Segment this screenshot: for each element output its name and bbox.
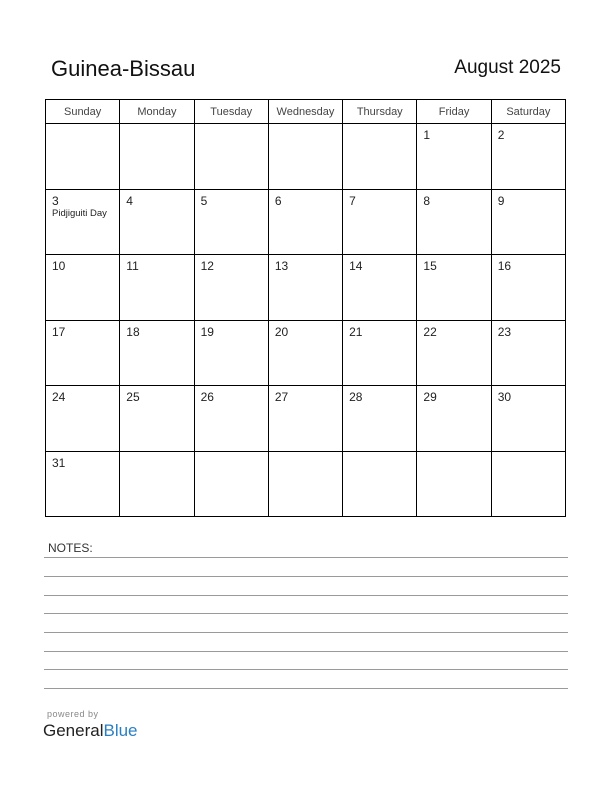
weekday-monday: Monday bbox=[120, 100, 194, 124]
day-cell-28 bbox=[343, 386, 417, 452]
day-cell-13 bbox=[268, 255, 342, 321]
empty-day-cell bbox=[491, 451, 565, 517]
empty-day-cell bbox=[120, 451, 194, 517]
month-title: August 2025 bbox=[454, 57, 561, 78]
day-cell-21 bbox=[343, 320, 417, 386]
notes-line bbox=[44, 595, 568, 596]
day-cell-29 bbox=[417, 386, 491, 452]
generalblue-logo[interactable] bbox=[43, 721, 138, 741]
day-cell-2 bbox=[491, 124, 565, 190]
day-number: 27 bbox=[274, 390, 289, 404]
weekday-thursday: Thursday bbox=[343, 100, 417, 124]
day-number: 31 bbox=[52, 455, 66, 470]
day-cell-31 bbox=[46, 451, 120, 517]
weekday-tuesday: Tuesday bbox=[194, 100, 268, 124]
brand-blue: Blue bbox=[103, 721, 138, 740]
day-cell-25 bbox=[120, 386, 194, 452]
empty-day-cell bbox=[194, 451, 268, 517]
day-cell-7 bbox=[343, 189, 417, 255]
day-number: 17 bbox=[52, 324, 66, 339]
day-number: 10 bbox=[52, 259, 66, 273]
notes-line bbox=[44, 576, 568, 577]
day-cell-27 bbox=[268, 386, 342, 452]
calendar-grid bbox=[45, 99, 566, 517]
day-number: 7 bbox=[349, 193, 356, 208]
day-number: 2 bbox=[497, 128, 505, 142]
day-cell-24 bbox=[46, 386, 120, 452]
calendar-week-row bbox=[46, 320, 566, 386]
notes-line bbox=[44, 688, 568, 689]
day-number: 30 bbox=[497, 390, 512, 404]
day-number: 28 bbox=[349, 390, 363, 404]
weekday-wednesday: Wednesday bbox=[268, 100, 342, 124]
powered-by-text: powered by bbox=[47, 709, 99, 719]
notes-line bbox=[44, 613, 568, 614]
calendar-week-row bbox=[46, 189, 566, 255]
day-cell-4 bbox=[120, 189, 194, 255]
day-cell-16 bbox=[491, 255, 565, 321]
notes-line bbox=[44, 557, 568, 558]
calendar-week-row bbox=[46, 451, 566, 517]
empty-day-cell bbox=[343, 451, 417, 517]
day-cell-15 bbox=[417, 255, 491, 321]
day-number: 13 bbox=[274, 259, 289, 273]
empty-day-cell bbox=[343, 124, 417, 190]
empty-day-cell bbox=[194, 124, 268, 190]
day-cell-10 bbox=[46, 255, 120, 321]
calendar-week-row bbox=[46, 255, 566, 321]
day-number: 21 bbox=[349, 324, 363, 339]
day-number: 11 bbox=[126, 259, 139, 273]
day-cell-18 bbox=[120, 320, 194, 386]
day-cell-9 bbox=[491, 189, 565, 255]
day-cell-11 bbox=[120, 255, 194, 321]
empty-day-cell bbox=[268, 124, 342, 190]
day-cell-20 bbox=[268, 320, 342, 386]
notes-label: NOTES: bbox=[48, 541, 93, 555]
notes-line bbox=[44, 669, 568, 670]
day-number: 6 bbox=[274, 193, 282, 208]
day-cell-8 bbox=[417, 189, 491, 255]
day-number: 26 bbox=[200, 390, 214, 404]
day-number: 9 bbox=[497, 193, 505, 208]
day-number: 15 bbox=[423, 259, 437, 273]
day-number: 24 bbox=[52, 390, 66, 404]
day-number: 4 bbox=[126, 193, 133, 208]
brand-general: General bbox=[43, 721, 104, 740]
day-cell-23 bbox=[491, 320, 565, 386]
day-cell-26 bbox=[194, 386, 268, 452]
day-number: 23 bbox=[497, 324, 512, 339]
day-cell-22 bbox=[417, 320, 491, 386]
day-number: 16 bbox=[497, 259, 512, 273]
day-number: 22 bbox=[423, 324, 437, 339]
calendar-week-row bbox=[46, 386, 566, 452]
day-number: 20 bbox=[274, 324, 289, 339]
day-number: 3 bbox=[52, 193, 59, 208]
day-cell-3 bbox=[46, 189, 120, 255]
day-number: 29 bbox=[423, 390, 437, 404]
day-number: 1 bbox=[423, 128, 431, 142]
day-number: 12 bbox=[200, 259, 214, 273]
day-cell-12 bbox=[194, 255, 268, 321]
empty-day-cell bbox=[46, 124, 120, 190]
day-number: 14 bbox=[349, 259, 363, 273]
empty-day-cell bbox=[417, 451, 491, 517]
day-cell-17 bbox=[46, 320, 120, 386]
day-cell-19 bbox=[194, 320, 268, 386]
country-title: Guinea-Bissau bbox=[51, 56, 196, 81]
empty-day-cell bbox=[120, 124, 194, 190]
day-cell-6 bbox=[268, 189, 342, 255]
day-number: 19 bbox=[200, 324, 214, 339]
day-cell-5 bbox=[194, 189, 268, 255]
weekday-saturday: Saturday bbox=[491, 100, 565, 124]
weekday-friday: Friday bbox=[417, 100, 491, 124]
day-cell-1 bbox=[417, 124, 491, 190]
day-number: 5 bbox=[200, 193, 208, 208]
weekday-header-row bbox=[46, 100, 566, 124]
empty-day-cell bbox=[268, 451, 342, 517]
weekday-sunday: Sunday bbox=[46, 100, 120, 124]
day-cell-14 bbox=[343, 255, 417, 321]
notes-line bbox=[44, 632, 568, 633]
day-number: 18 bbox=[126, 324, 140, 339]
calendar-week-row bbox=[46, 124, 566, 190]
day-number: 8 bbox=[423, 193, 431, 208]
holiday-label: Pidjiguiti Day bbox=[52, 207, 107, 219]
day-cell-30 bbox=[491, 386, 565, 452]
notes-line bbox=[44, 651, 568, 652]
day-number: 25 bbox=[126, 390, 140, 404]
